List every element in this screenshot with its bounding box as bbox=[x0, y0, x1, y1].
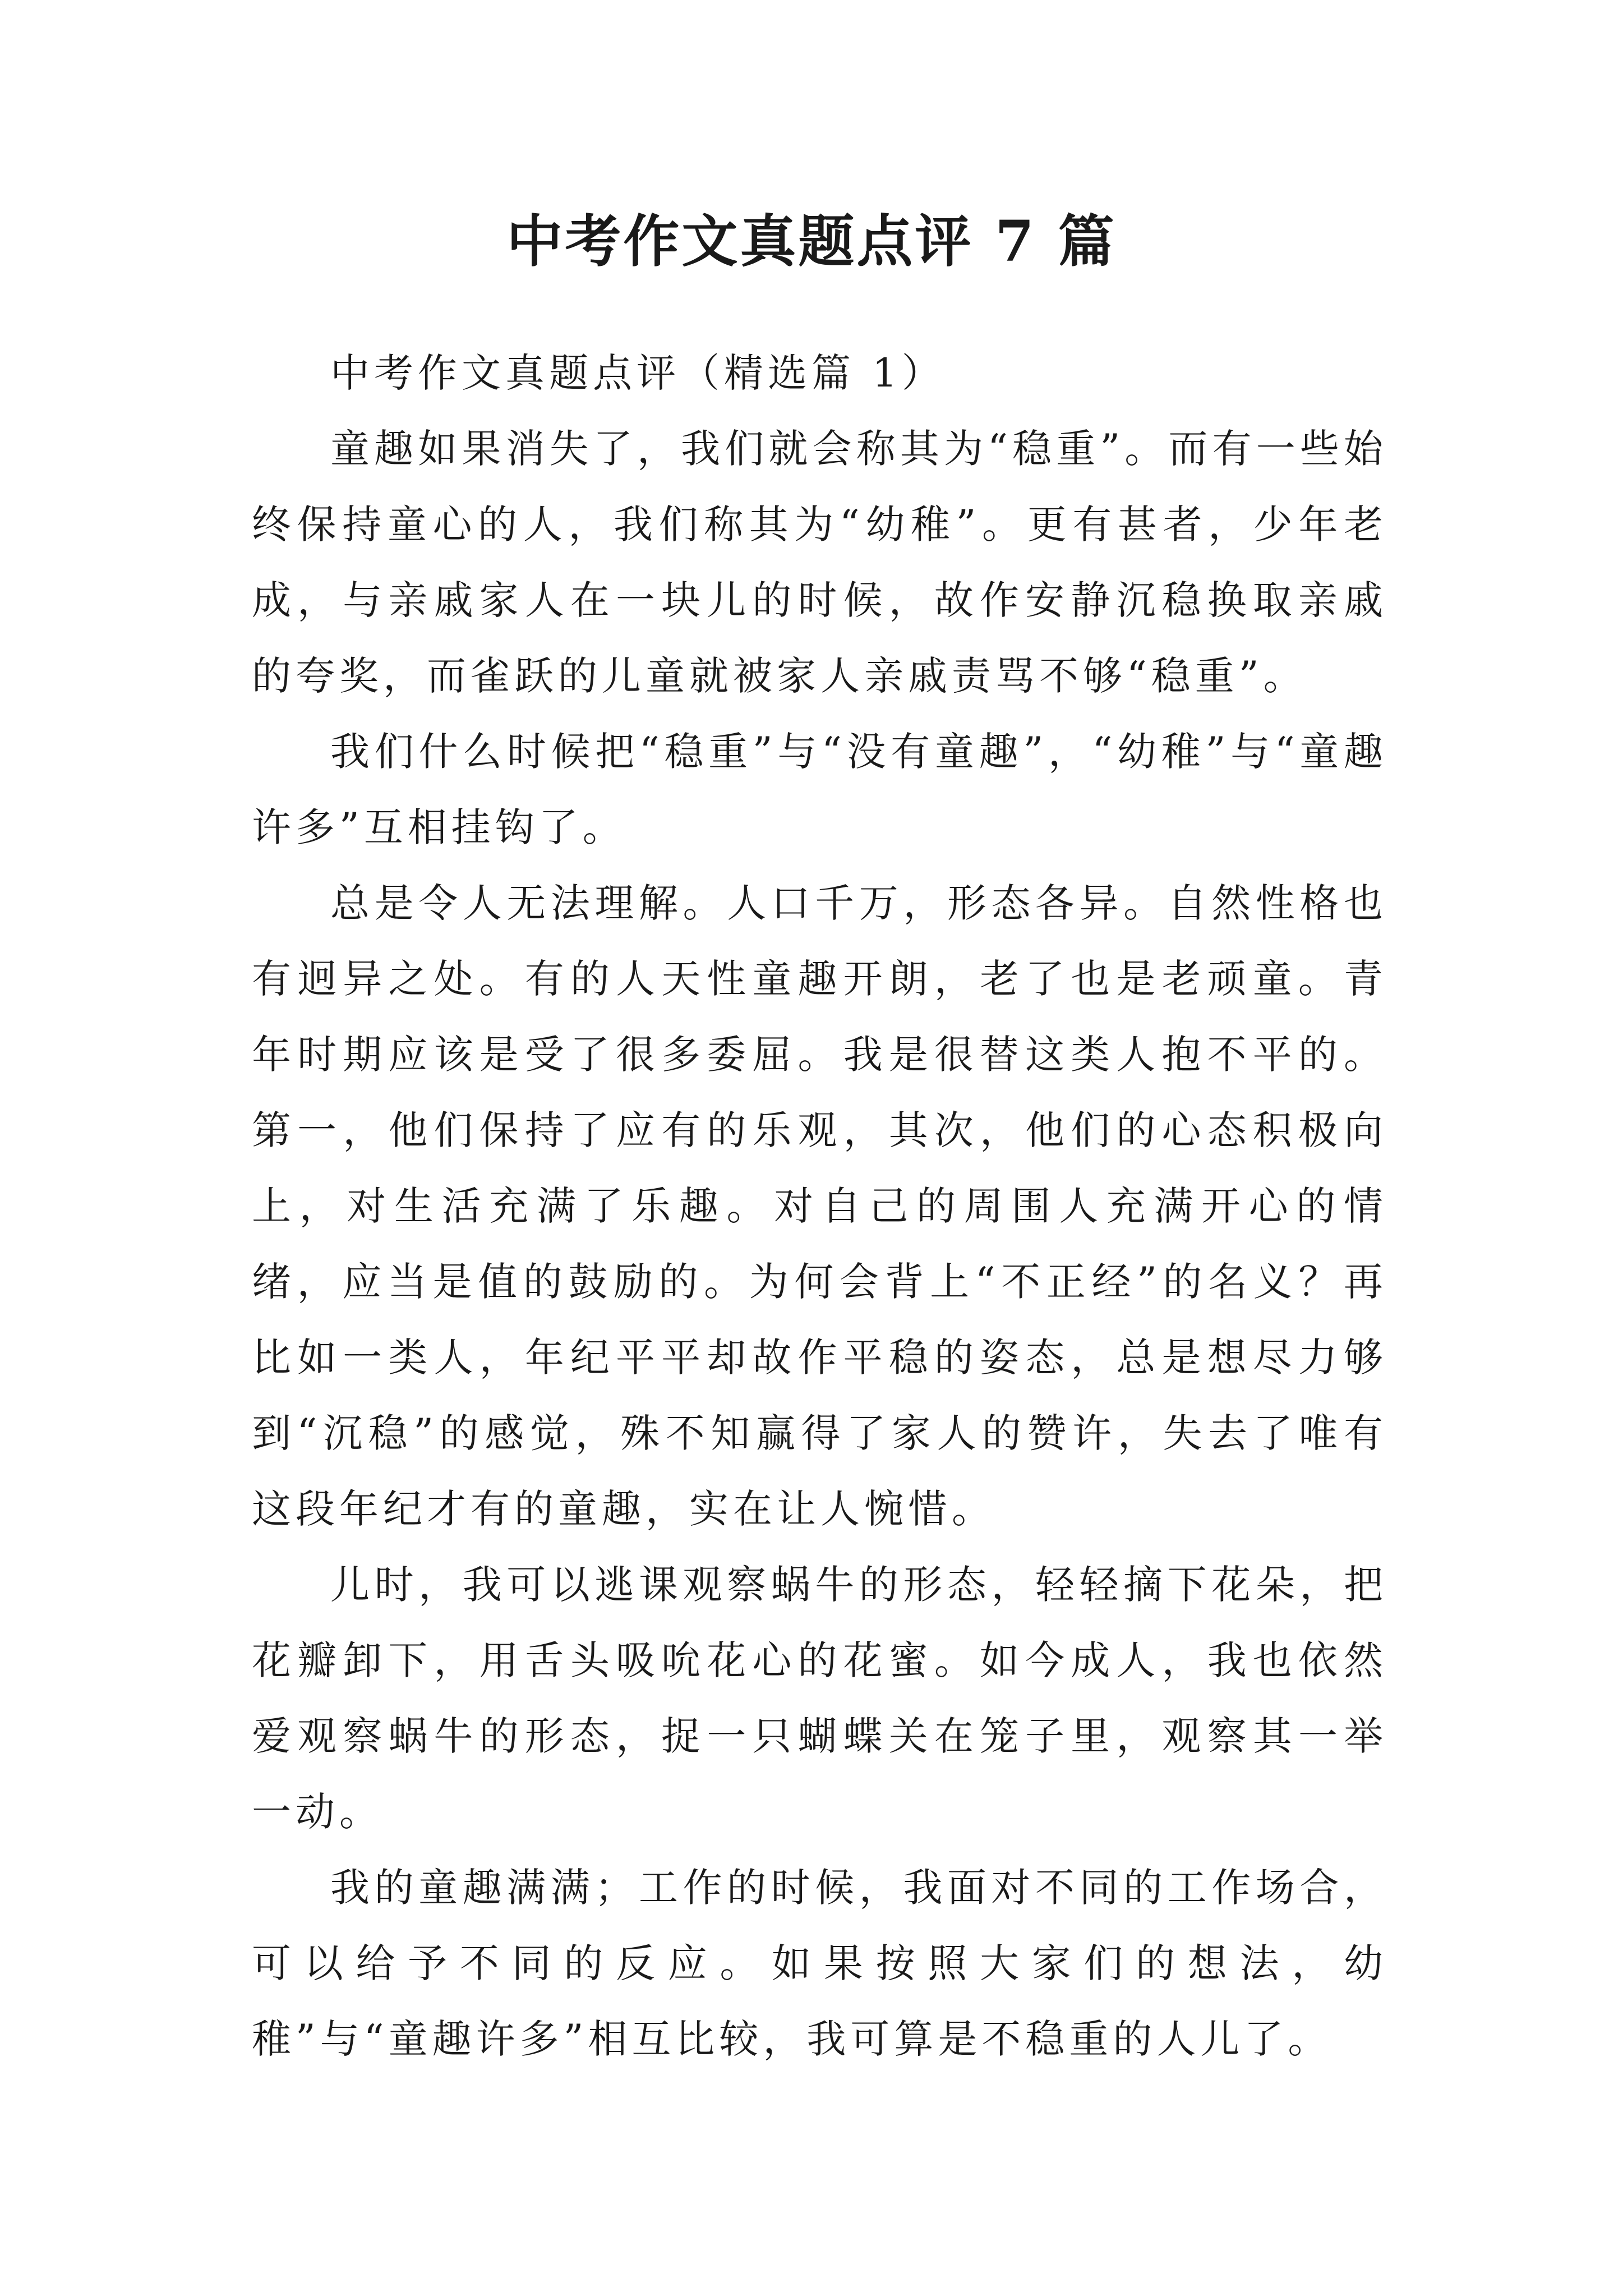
paragraph: 儿时，我可以逃课观察蜗牛的形态，轻轻摘下花朵，把花瓣卸下，用舌头吸吮花心的花蜜。如今成人，我也依然爱观察蜗牛的形态，捉一只蝴蝶关在笼子里，观察其一举一动。 bbox=[252, 1562, 1387, 1835]
paragraph: 我的童趣满满；工作的时候，我面对不同的工作场合，可以给予不同的反应。如果按照大家们的想法，幼稚”与“童趣许多”相互比较，我可算是不稳重的人儿了。 bbox=[252, 1865, 1387, 2062]
section-heading: 中考作文真题点评（精选篇 1） bbox=[330, 350, 946, 396]
paragraph: 总是令人无法理解。人口千万，形态各异。自然性格也有迥异之处。有的人天性童趣开朗，老了也是老顽童。青年时期应该是受了很多委屈。我是很替这类人抱不平的。第一，他们保持了应有的乐观，其次，他们的心态积极向上，对生活充满了乐趣。对自己的周围人充满开心的情绪，应当是值的鼓励的。为何会背上“不正经”的名义？再比如一类人，年纪平平却故作平稳的姿态，总是想尽力够到“沉稳”的感觉，殊不知赢得了家人的赞许，失去了唯有这段年纪才有的童趣，实在让人惋惜。 bbox=[252, 880, 1387, 1532]
paragraph: 童趣如果消失了，我们就会称其为“稳重”。而有一些始终保持童心的人，我们称其为“幼稚”。更有甚者，少年老成，与亲戚家人在一块儿的时候，故作安静沉稳换取亲戚的夸奖，而雀跃的儿童就被家人亲戚责骂不够“稳重”。 bbox=[252, 426, 1387, 699]
document-body bbox=[252, 335, 1387, 2077]
paragraph: 我们什么时候把“稳重”与“没有童趣”，“幼稚”与“童趣许多”互相挂钩了。 bbox=[252, 729, 1387, 850]
document-title: 中考作文真题点评 7 篇 bbox=[506, 208, 1117, 274]
